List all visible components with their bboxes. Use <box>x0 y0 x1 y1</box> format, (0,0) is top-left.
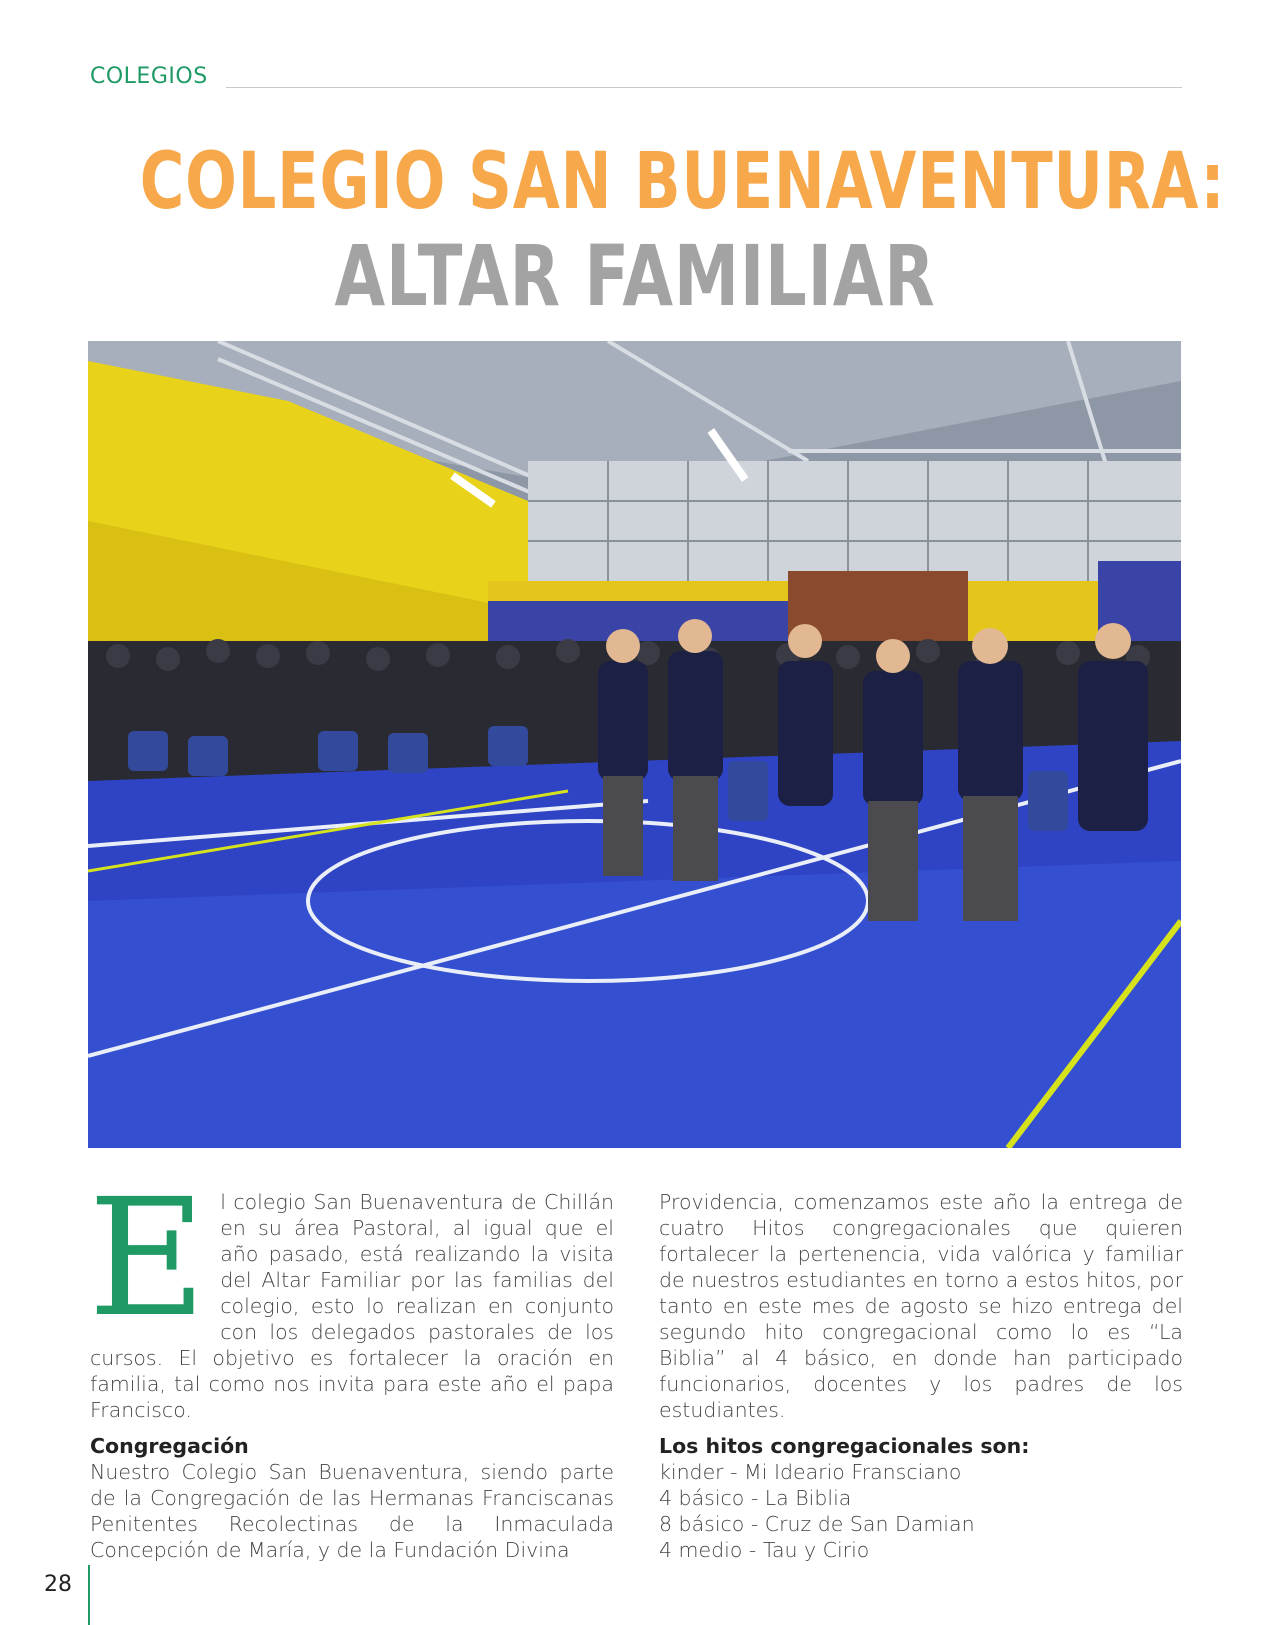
intro-paragraph <box>88 1165 614 1423</box>
section-label: COLEGIOS <box>90 64 208 89</box>
intro-text: l colegio San Buenaventura de Chillán en su área Pastoral, al igual que el año pasado, está realizando la visita del Altar Familiar por las familias del colegio, esto lo realizan en conjunto con los delegados pastorales de los cursos. El objetivo es fortalecer la oración en familia, tal como nos invita para este año el papa Francisco. <box>90 1190 614 1422</box>
list-item: 4 básico - La Biblia <box>659 1486 852 1510</box>
list-item: kinder - Mi Ideario Fransciano <box>659 1460 962 1484</box>
article-column-left <box>88 1165 614 1563</box>
continuation-paragraph: Providencia, comenzamos este año la entrega de cuatro Hitos congregacionales que quieren fortalecer la pertenencia, vida valórica y familiar de nuestros estudiantes en torno a estos hitos, por tanto en este mes de agosto se hizo entrega del segundo hito congregacional como lo es “La Biblia” al 4 básico, en donde han participado funcionarios, docentes y los padres de los estudiantes. <box>659 1190 1183 1422</box>
section-header <box>90 64 1182 94</box>
article-photo <box>88 341 1181 1148</box>
drop-cap: E <box>88 1165 207 1353</box>
gym-ceremony-photo-icon <box>88 341 1181 1148</box>
list-item: 4 medio - Tau y Cirio <box>659 1538 870 1562</box>
hitos-heading: Los hitos congregacionales son: <box>659 1434 1030 1458</box>
section-divider <box>226 87 1182 88</box>
article-column-right <box>659 1189 1183 1563</box>
article-title-line-2: ALTAR FAMILIAR <box>334 227 936 325</box>
article-title-line-1: COLEGIO SAN BUENAVENTURA: <box>139 137 1226 227</box>
hitos-list <box>659 1459 1183 1563</box>
congregacion-heading: Congregación <box>90 1434 249 1458</box>
list-item: 8 básico - Cruz de San Damian <box>659 1512 975 1536</box>
congregacion-paragraph: Nuestro Colegio San Buenaventura, siendo parte de la Congregación de las Hermanas Franciscanas Penitentes Recolectinas de la Inmaculada Concepción de María, y de la Fundación Divina <box>90 1460 614 1562</box>
page-number-divider <box>88 1565 90 1625</box>
page-number: 28 <box>44 1572 72 1597</box>
